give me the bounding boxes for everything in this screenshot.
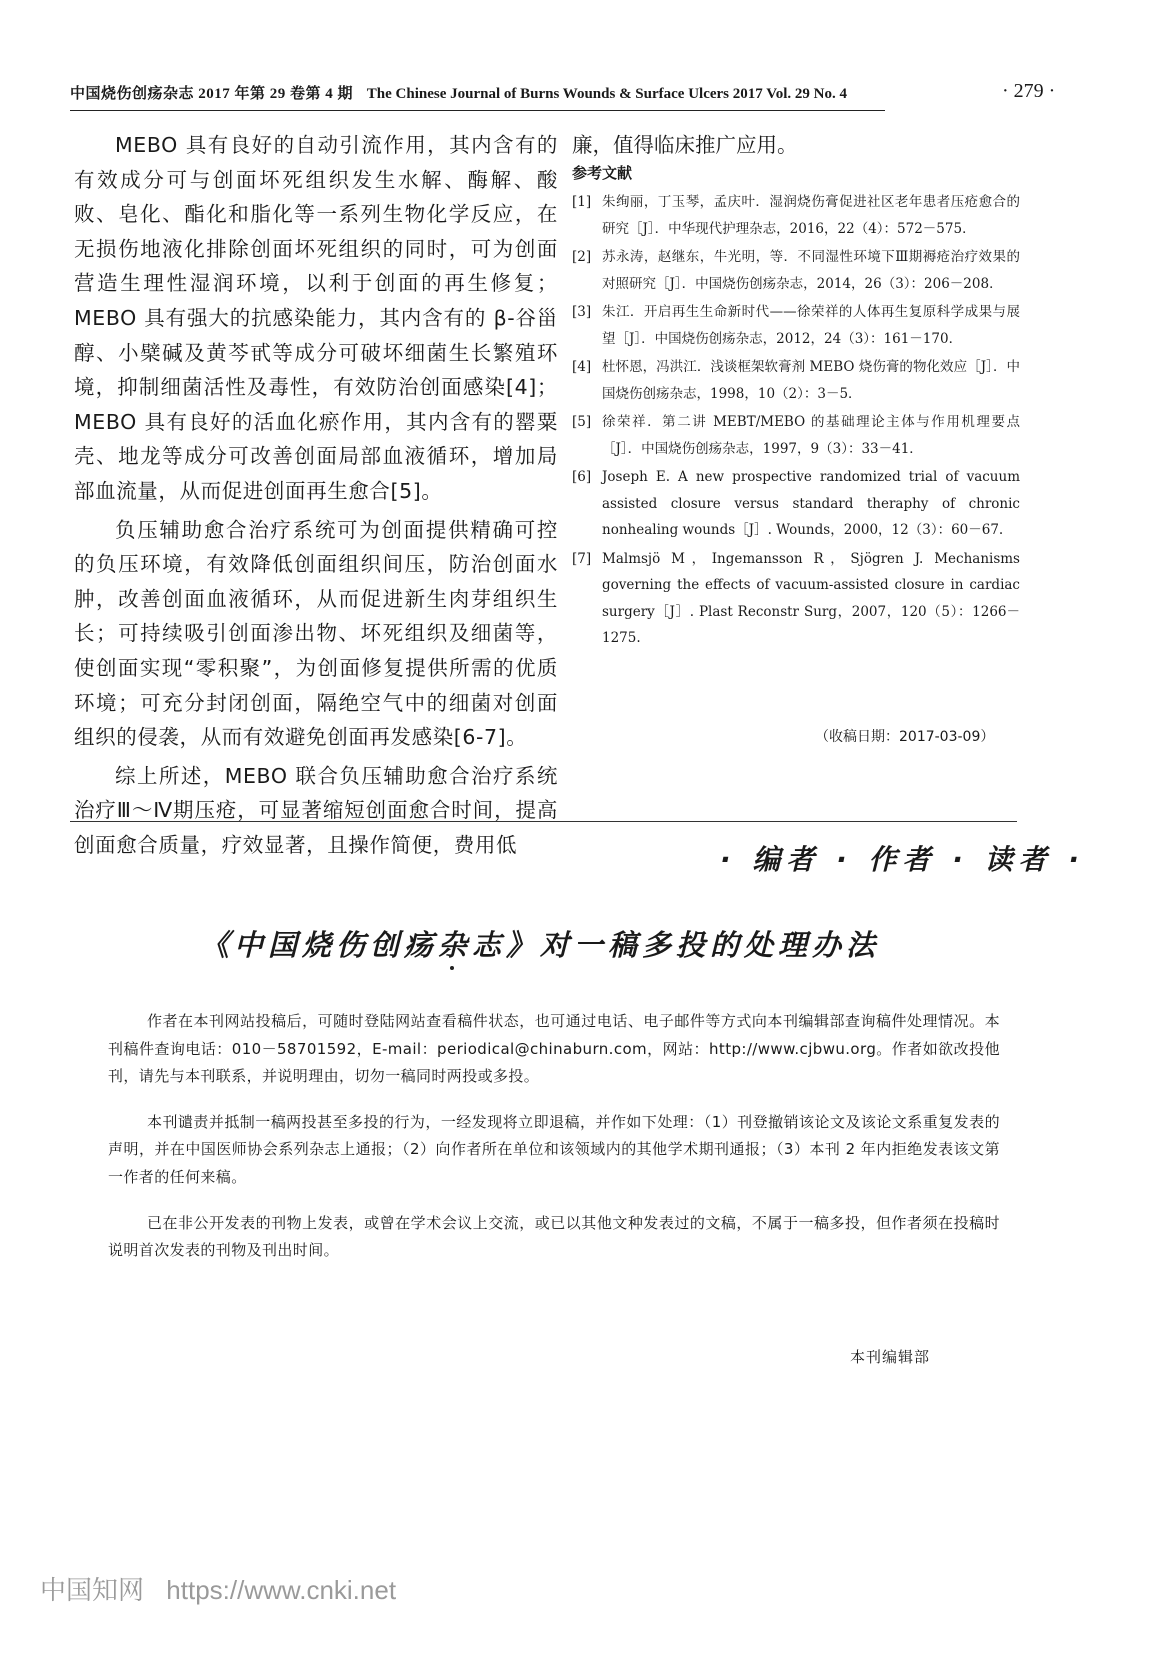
watermark-site-name: 中国知网	[40, 1576, 145, 1606]
reference-item	[572, 354, 1020, 407]
received-date: （收稿日期：2017-03-09）	[815, 729, 995, 745]
notice-title: 《中国烧伤创疡杂志》对一稿多投的处理办法	[199, 928, 880, 962]
continued-text: 廉，值得临床推广应用。	[572, 133, 798, 157]
right-column	[572, 128, 1020, 654]
running-header	[70, 82, 885, 111]
page-number: · 279 ·	[1002, 80, 1056, 102]
reference-item	[572, 546, 1020, 652]
left-column	[74, 128, 558, 862]
section-divider	[70, 821, 1017, 822]
cnki-watermark	[40, 1570, 396, 1607]
reference-item	[572, 189, 1020, 242]
reference-text: 杜怀恩，冯洪江．浅谈框架软膏剂 MEBO 烧伤膏的物化效应［J］．中国烧伤创疡杂志，1998，10（2）：3－5．	[602, 359, 1020, 402]
notice-body	[108, 1008, 1000, 1283]
reference-text: 朱绚丽，丁玉琴，孟庆叶．湿润烧伤膏促进社区老年患者压疮愈合的研究［J］．中华现代护理杂志，2016，22（4）：572－575．	[602, 194, 1020, 237]
notice-paragraph: 作者在本刊网站投稿后，可随时登陆网站查看稿件状态，也可通过电话、电子邮件等方式向本刊编辑部查询稿件处理情况。本刊稿件查询电话：010－58701592，E-mail：periodical@chinaburn.com，网站：http://www.cjbwu.org。作者如欲改投他刊，请先与本刊联系，并说明理由，切勿一稿同时两投或多投。	[108, 1012, 1000, 1086]
body-paragraph: 综上所述，MEBO 联合负压辅助愈合治疗系统治疗Ⅲ～Ⅳ期压疮，可显著缩短创面愈合时间，提高创面愈合质量，疗效显著，且操作简便，费用低	[74, 763, 558, 857]
reference-text: Joseph E. A new prospective randomized trial of vacuum assisted closure versus standard theraphy of chronic nonhealing wounds［J］. Wounds，2000，12（3）：60－67.	[602, 469, 1020, 538]
reference-text: 朱江．开启再生生命新时代——徐荣祥的人体再生复原科学成果与展望［J］．中国烧伤创疡杂志，2012，24（3）：161－170．	[602, 304, 1020, 347]
notice-paragraph: 已在非公开发表的刊物上发表，或曾在学术会议上交流，或已以其他文种发表过的文稿，不属于一稿多投，但作者须在投稿时说明首次发表的刊物及刊出时间。	[108, 1213, 1000, 1260]
reference-number: [1]	[572, 194, 592, 210]
journal-title-cn: 中国烧伤创疡杂志 2017 年第 29 卷第 4 期	[70, 86, 354, 102]
reference-number: [7]	[572, 550, 592, 567]
body-paragraph: MEBO 具有良好的自动引流作用，其内含有的有效成分可与创面坏死组织发生水解、酶解、酸败、皂化、酯化和脂化等一系列生物化学反应，在无损伤地液化排除创面坏死组织的同时，可为创面营造生理性湿润环境，以利于创面的再生修复；MEBO 具有强大的抗感染能力，其内含有的 β-谷甾醇、小檗碱及黄芩甙等成分可破坏细菌生长繁殖环境，抑制细菌活性及毒性，有效防治创面感染[4]；MEBO 具有良好的活血化瘀作用，其内含有的罂粟壳、地龙等成分可改善创面局部血液循环，增加局部血流量，从而促进创面再生愈合[5]。	[74, 133, 558, 503]
reference-item	[572, 409, 1020, 462]
reference-item	[572, 244, 1020, 297]
section-label: · 编者 · 作者 · 读者 ·	[720, 843, 1086, 876]
reference-number: [2]	[572, 249, 592, 265]
reference-number: [5]	[572, 414, 592, 430]
reference-number: [6]	[572, 469, 592, 485]
reference-text: 苏永涛，赵继东，牛光明，等．不同湿性环境下Ⅲ期褥疮治疗效果的对照研究［J］．中国烧伤创疡杂志，2014，26（3）：206－208．	[602, 249, 1020, 292]
notice-paragraph: 本刊谴责并抵制一稿两投甚至多投的行为，一经发现将立即退稿，并作如下处理：（1）刊登撤销该论文及该论文系重复发表的声明，并在中国医师协会系列杂志上通报；（2）向作者所在单位和该领域内的其他学术期刊通报；（3）本刊 2 年内拒绝发表该文第一作者的任何来稿。	[108, 1112, 1000, 1186]
reference-text: Malmsjö M，Ingemansson R，Sjögren J. Mechanisms governing the effects of vacuum-assisted closure in cardiac surgery［J］. Plast Reconstr Surg，2007，120（5）：1266－1275.	[602, 550, 1020, 646]
reference-text: 徐荣祥．第二讲 MEBT/MEBO 的基础理论主体与作用机理要点［J］．中国烧伤创疡杂志，1997，9（3）：33－41．	[602, 414, 1020, 457]
journal-title-en: The Chinese Journal of Burns Wounds & Surface Ulcers 2017 Vol. 29 No. 4	[366, 86, 847, 102]
references-heading: 参考文献	[572, 164, 633, 182]
body-paragraph: 负压辅助愈合治疗系统可为创面提供精确可控的负压环境，有效降低创面组织间压，防治创面水肿，改善创面血液循环，从而促进新生肉芽组织生长；可持续吸引创面渗出物、坏死组织及细菌等，使创面实现“零积聚”，为创面修复提供所需的优质环境；可充分封闭创面，隔绝空气中的细菌对创面组织的侵袭，从而有效避免创面再发感染[6-7]。	[74, 517, 558, 750]
watermark-url: https://www.cnki.net	[166, 1575, 397, 1605]
notice-signature: 本刊编辑部	[850, 1348, 931, 1366]
reference-number: [4]	[572, 359, 592, 375]
reference-item	[572, 464, 1020, 544]
reference-number: [3]	[572, 304, 592, 320]
reference-list	[572, 189, 1020, 652]
reference-item	[572, 299, 1020, 352]
title-dot	[450, 966, 454, 970]
